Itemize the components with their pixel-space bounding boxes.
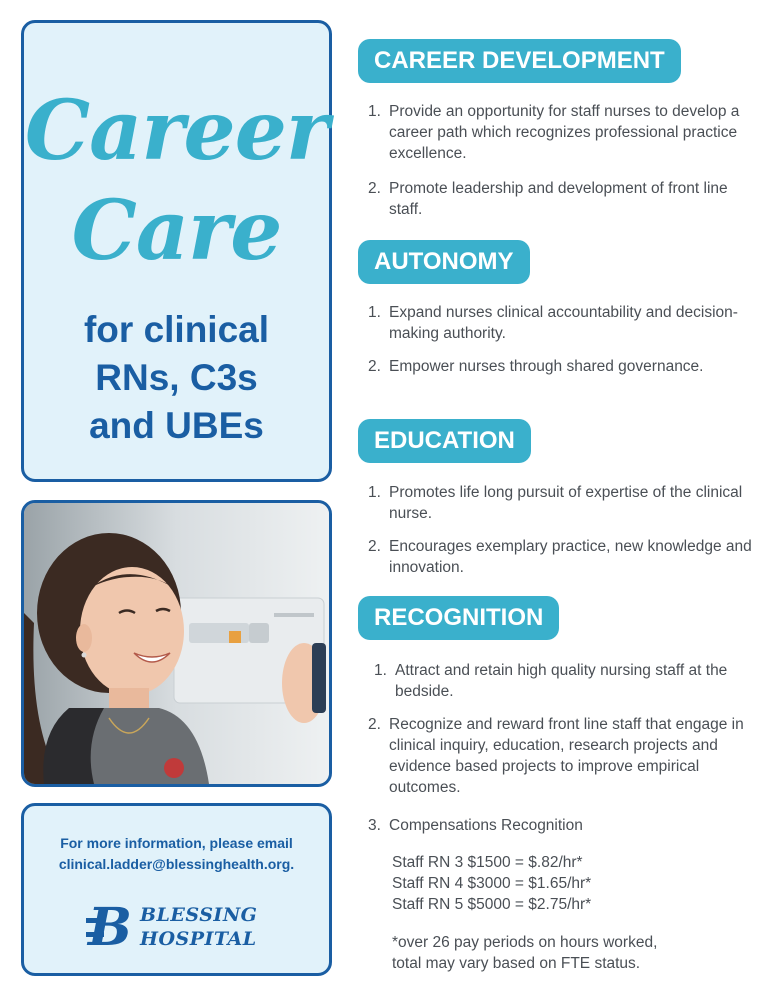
heading-autonomy: AUTONOMY — [358, 240, 530, 284]
list-number: 1. — [368, 103, 381, 120]
audience-line-3: and UBEs — [89, 405, 264, 446]
list-text: Promote leadership and development of front line staff. — [389, 180, 728, 218]
list-number: 3. — [368, 817, 381, 834]
list-text: Encourages exemplary practice, new knowledge and innovation. — [389, 538, 752, 576]
list-item — [368, 714, 748, 798]
list-number: 2. — [368, 180, 381, 197]
logo-mark: B — [88, 897, 132, 958]
list-text: Promotes life long pursuit of expertise of the clinical nurse. — [389, 484, 743, 522]
heading-education: EDUCATION — [358, 419, 531, 463]
list-text: Empower nurses through shared governance. — [389, 358, 704, 375]
blessing-hospital-logo — [88, 897, 278, 958]
list-number: 2. — [368, 538, 381, 555]
list-text: Compensations Recognition — [389, 817, 583, 834]
compensation-rn5: Staff RN 5 $5000 = $2.75/hr* — [392, 896, 592, 913]
list-item — [368, 101, 758, 164]
info-panel — [21, 803, 332, 976]
nurse-photo-illustration — [24, 503, 329, 784]
logo-word-blessing: BLESSING — [140, 904, 258, 926]
list-item — [368, 482, 758, 524]
compensation-rn3: Staff RN 3 $1500 = $.82/hr* — [392, 854, 583, 871]
compensation-note-2: total may vary based on FTE status. — [392, 955, 641, 972]
list-item — [368, 356, 758, 377]
list-number: 1. — [368, 484, 381, 501]
list-number: 1. — [374, 662, 387, 679]
title-care: Care — [71, 183, 282, 279]
list-item — [368, 536, 758, 578]
title-career: Career — [24, 83, 329, 179]
list-item — [368, 815, 758, 836]
list-text: Recognize and reward front line staff that engage in clinical inquiry, education, research projects and evidence based projects to improve empirical outcomes. — [389, 716, 744, 796]
list-text: Expand nurses clinical accountability and decision-making authority. — [389, 304, 738, 342]
nurse-photo — [21, 500, 332, 787]
heading-career-development: CAREER DEVELOPMENT — [358, 39, 681, 83]
list-item — [368, 302, 758, 344]
contact-email[interactable]: clinical.ladder@blessinghealth.org. — [58, 856, 295, 872]
list-number: 2. — [368, 358, 381, 375]
audience-line-2: RNs, C3s — [95, 357, 258, 398]
list-item — [374, 660, 754, 702]
compensation-note-1: *over 26 pay periods on hours worked, — [392, 934, 658, 951]
list-number: 1. — [368, 304, 381, 321]
list-item — [368, 178, 758, 220]
heading-recognition: RECOGNITION — [358, 596, 559, 640]
title-panel — [21, 20, 332, 482]
audience-line-1: for clinical — [83, 309, 270, 350]
list-text: Attract and retain high quality nursing staff at the bedside. — [395, 662, 728, 700]
info-text: For more information, please email — [60, 835, 293, 851]
list-number: 2. — [368, 716, 381, 733]
list-text: Provide an opportunity for staff nurses to develop a career path which recognizes professional practice excellence. — [389, 103, 740, 162]
logo-word-hospital: HOSPITAL — [140, 928, 257, 950]
compensation-rn4: Staff RN 4 $3000 = $1.65/hr* — [392, 875, 592, 892]
